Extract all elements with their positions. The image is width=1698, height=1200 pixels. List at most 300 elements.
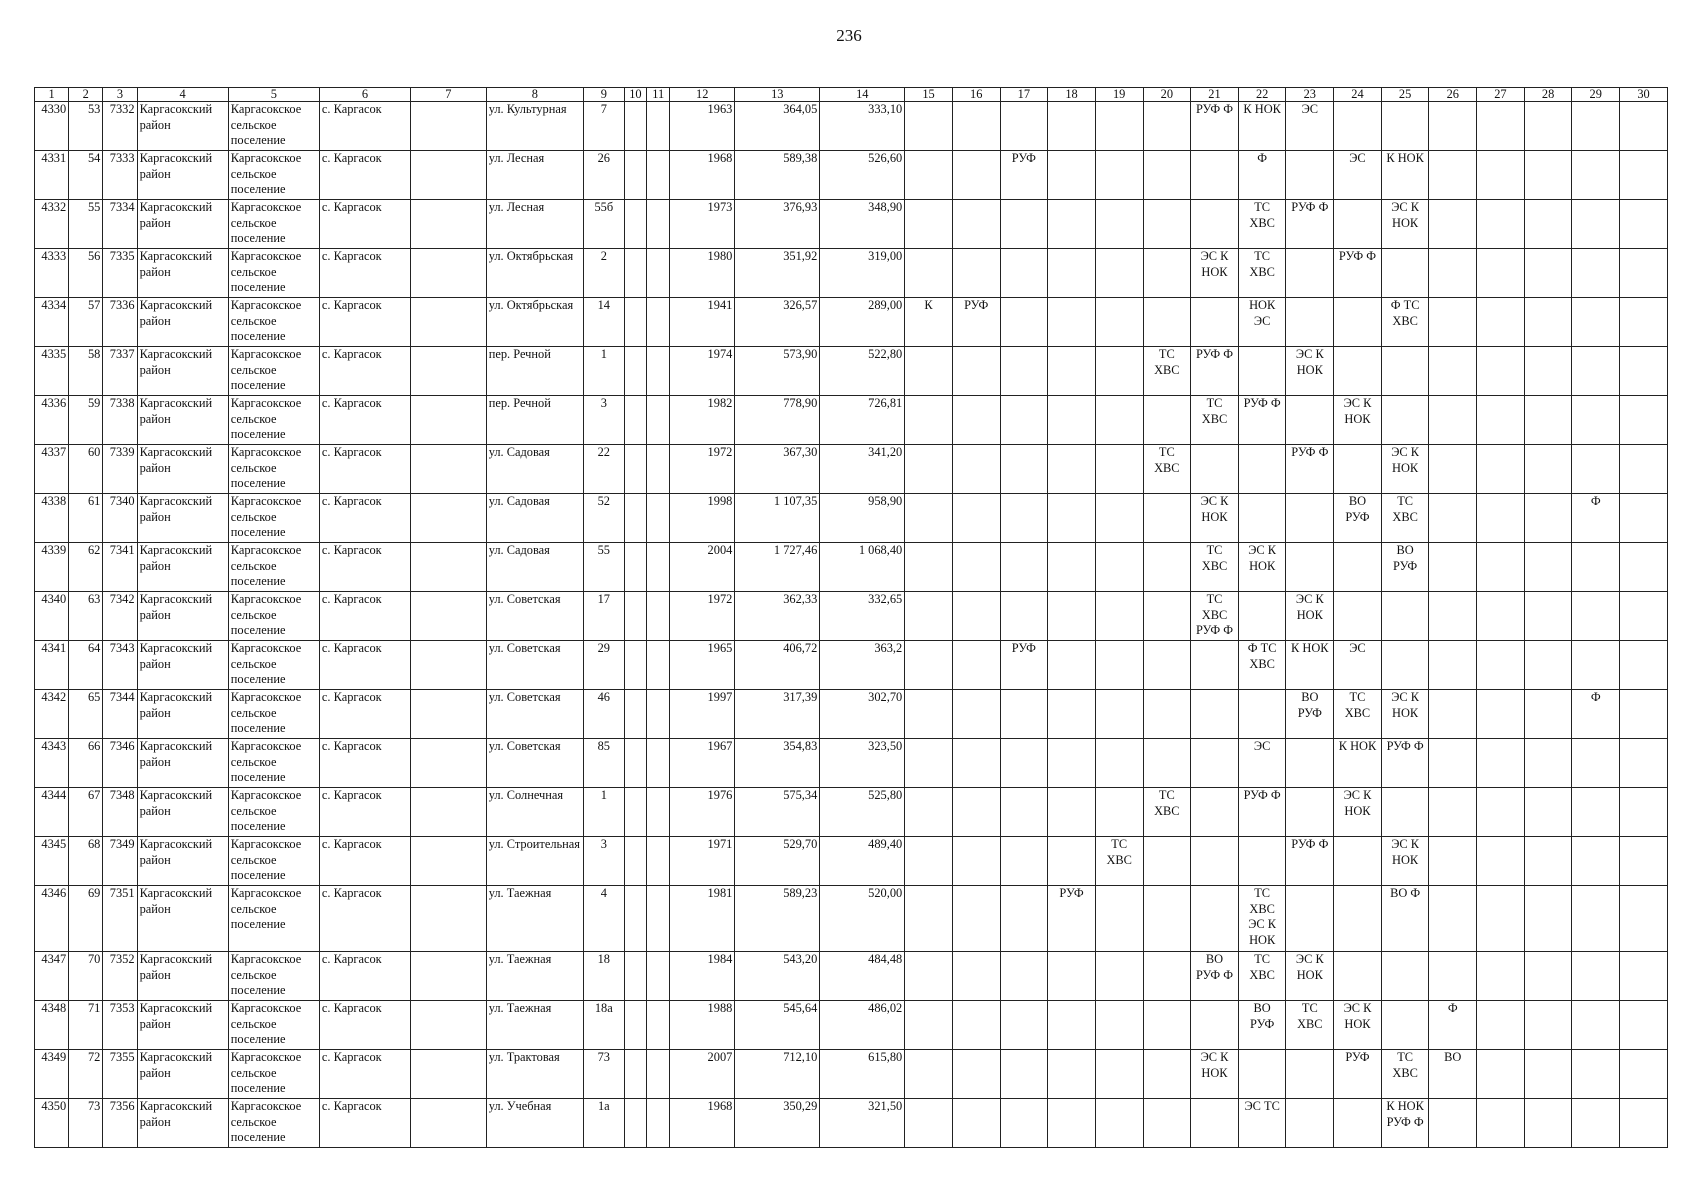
table-cell-col-12: 1980 [670,249,735,298]
table-cell-col-20 [1143,298,1191,347]
table-cell-col-14: 323,50 [820,739,905,788]
table-cell-col-12: 1976 [670,788,735,837]
table-cell-col-14: 348,90 [820,200,905,249]
table-cell-col-4: Каргасокский район [137,200,228,249]
table-cell-col-26 [1429,102,1477,151]
table-cell-col-1: 4342 [35,690,69,739]
table-cell-col-24: РУФ [1334,1050,1382,1099]
table-cell-col-6: с. Каргасок [319,641,410,690]
table-cell-col-17 [1000,200,1048,249]
table-cell-col-2: 71 [69,1001,103,1050]
table-cell-col-25: ВО РУФ [1381,543,1429,592]
table-cell-col-24: ЭС К НОК [1334,1001,1382,1050]
table-cell-col-27 [1477,298,1525,347]
table-cell-col-17 [1000,952,1048,1001]
table-cell-col-3: 7348 [103,788,137,837]
table-cell-col-2: 69 [69,886,103,952]
table-cell-col-4: Каргасокский район [137,641,228,690]
table-cell-col-26 [1429,494,1477,543]
table-cell-col-12: 1963 [670,102,735,151]
table-cell-col-17 [1000,1050,1048,1099]
table-row [35,298,1668,347]
table-cell-col-6: с. Каргасок [319,788,410,837]
table-cell-col-11 [647,1001,670,1050]
table-cell-col-7 [411,543,487,592]
table-cell-col-24 [1334,886,1382,952]
table-cell-col-5: Каргасокское сельское поселение [228,396,319,445]
table-row [35,1001,1668,1050]
table-cell-col-13: 529,70 [735,837,820,886]
table-cell-col-22: Ф ТС ХВС [1238,641,1286,690]
table-cell-col-2: 55 [69,200,103,249]
table-cell-col-25: РУФ Ф [1381,739,1429,788]
table-cell-col-2: 54 [69,151,103,200]
table-cell-col-21 [1191,739,1239,788]
table-cell-col-2: 59 [69,396,103,445]
table-cell-col-11 [647,641,670,690]
column-number-11: 11 [647,88,670,102]
table-cell-col-26 [1429,445,1477,494]
table-cell-col-23 [1286,249,1334,298]
table-cell-col-22 [1238,494,1286,543]
table-cell-col-18 [1048,543,1096,592]
table-cell-col-22: ТС ХВС [1238,249,1286,298]
table-cell-col-19 [1095,1001,1143,1050]
table-cell-col-30 [1620,641,1668,690]
table-cell-col-1: 4331 [35,151,69,200]
table-cell-col-27 [1477,837,1525,886]
table-cell-col-4: Каргасокский район [137,543,228,592]
table-cell-col-20 [1143,1099,1191,1148]
table-cell-col-30 [1620,837,1668,886]
table-cell-col-30 [1620,445,1668,494]
table-cell-col-7 [411,151,487,200]
table-cell-col-7 [411,1001,487,1050]
table-cell-col-22 [1238,445,1286,494]
table-cell-col-18 [1048,249,1096,298]
table-cell-col-21: РУФ Ф [1191,347,1239,396]
table-cell-col-24: ВО РУФ [1334,494,1382,543]
table-cell-col-8: ул. Садовая [486,543,583,592]
table-cell-col-28 [1524,445,1572,494]
table-row [35,1050,1668,1099]
table-cell-col-26: ВО [1429,1050,1477,1099]
table-cell-col-25: Ф ТС ХВС [1381,298,1429,347]
table-cell-col-30 [1620,249,1668,298]
table-cell-col-22: ЭС ТС [1238,1099,1286,1148]
table-cell-col-18 [1048,837,1096,886]
table-cell-col-12: 2004 [670,543,735,592]
table-cell-col-9: 55б [584,200,624,249]
table-cell-col-14: 1 068,40 [820,543,905,592]
table-cell-col-25 [1381,396,1429,445]
table-cell-col-7 [411,102,487,151]
table-cell-col-17 [1000,543,1048,592]
table-cell-col-13: 364,05 [735,102,820,151]
table-row [35,347,1668,396]
table-cell-col-12: 1941 [670,298,735,347]
table-cell-col-3: 7337 [103,347,137,396]
table-cell-col-24 [1334,837,1382,886]
table-cell-col-19 [1095,543,1143,592]
table-cell-col-27 [1477,1099,1525,1148]
table-cell-col-7 [411,592,487,641]
table-cell-col-11 [647,837,670,886]
table-cell-col-27 [1477,1050,1525,1099]
column-number-28: 28 [1524,88,1572,102]
table-cell-col-29 [1572,837,1620,886]
table-cell-col-29 [1572,102,1620,151]
column-number-25: 25 [1381,88,1429,102]
table-cell-col-2: 60 [69,445,103,494]
table-cell-col-3: 7356 [103,1099,137,1148]
table-cell-col-22: ВО РУФ [1238,1001,1286,1050]
table-cell-col-6: с. Каргасок [319,249,410,298]
table-cell-col-2: 65 [69,690,103,739]
table-cell-col-29 [1572,396,1620,445]
table-cell-col-16 [952,1099,1000,1148]
table-cell-col-15 [905,690,953,739]
table-cell-col-12: 1974 [670,347,735,396]
table-cell-col-7 [411,1099,487,1148]
table-cell-col-14: 333,10 [820,102,905,151]
table-cell-col-6: с. Каргасок [319,1050,410,1099]
table-cell-col-11 [647,445,670,494]
table-cell-col-24: ЭС К НОК [1334,788,1382,837]
table-cell-col-8: ул. Октябрьская [486,249,583,298]
table-cell-col-12: 1972 [670,445,735,494]
table-cell-col-20 [1143,886,1191,952]
table-cell-col-18 [1048,102,1096,151]
table-cell-col-18: РУФ [1048,886,1096,952]
table-cell-col-16 [952,592,1000,641]
table-cell-col-24 [1334,347,1382,396]
table-cell-col-14: 321,50 [820,1099,905,1148]
table-cell-col-23 [1286,298,1334,347]
table-cell-col-25: ЭС К НОК [1381,200,1429,249]
table-cell-col-20 [1143,592,1191,641]
table-cell-col-12: 2007 [670,1050,735,1099]
table-cell-col-2: 70 [69,952,103,1001]
table-cell-col-21 [1191,788,1239,837]
table-cell-col-27 [1477,445,1525,494]
table-cell-col-5: Каргасокское сельское поселение [228,592,319,641]
column-number-22: 22 [1238,88,1286,102]
table-cell-col-15 [905,739,953,788]
table-cell-col-26 [1429,249,1477,298]
table-cell-col-3: 7349 [103,837,137,886]
table-cell-col-29 [1572,739,1620,788]
table-cell-col-13: 589,38 [735,151,820,200]
table-cell-col-13: 351,92 [735,249,820,298]
table-cell-col-23: К НОК [1286,641,1334,690]
table-cell-col-2: 73 [69,1099,103,1148]
table-cell-col-2: 72 [69,1050,103,1099]
table-cell-col-24 [1334,445,1382,494]
table-row [35,151,1668,200]
table-cell-col-27 [1477,494,1525,543]
table-row [35,788,1668,837]
table-cell-col-11 [647,249,670,298]
table-cell-col-1: 4348 [35,1001,69,1050]
table-cell-col-9: 46 [584,690,624,739]
table-cell-col-8: ул. Советская [486,739,583,788]
table-cell-col-7 [411,249,487,298]
table-cell-col-21 [1191,445,1239,494]
table-cell-col-27 [1477,592,1525,641]
table-cell-col-22 [1238,1050,1286,1099]
table-cell-col-27 [1477,886,1525,952]
table-cell-col-8: ул. Садовая [486,494,583,543]
table-cell-col-20 [1143,690,1191,739]
table-cell-col-13: 1 727,46 [735,543,820,592]
page-number: 236 [836,26,862,45]
table-cell-col-28 [1524,249,1572,298]
table-row [35,249,1668,298]
table-cell-col-16 [952,494,1000,543]
table-cell-col-28 [1524,886,1572,952]
table-cell-col-16: РУФ [952,298,1000,347]
table-cell-col-3: 7338 [103,396,137,445]
table-cell-col-20 [1143,1050,1191,1099]
table-cell-col-23: РУФ Ф [1286,200,1334,249]
table-cell-col-28 [1524,641,1572,690]
table-cell-col-25 [1381,788,1429,837]
table-cell-col-15 [905,592,953,641]
table-cell-col-16 [952,445,1000,494]
table-cell-col-15 [905,886,953,952]
table-cell-col-9: 73 [584,1050,624,1099]
table-cell-col-21 [1191,200,1239,249]
table-cell-col-26 [1429,837,1477,886]
column-number-23: 23 [1286,88,1334,102]
table-cell-col-7 [411,200,487,249]
table-cell-col-15 [905,1050,953,1099]
column-number-5: 5 [228,88,319,102]
table-cell-col-17: РУФ [1000,641,1048,690]
table-cell-col-4: Каргасокский район [137,151,228,200]
table-cell-col-16 [952,641,1000,690]
table-cell-col-1: 4346 [35,886,69,952]
column-number-12: 12 [670,88,735,102]
table-cell-col-22: ЭС [1238,739,1286,788]
table-cell-col-8: ул. Таежная [486,886,583,952]
table-row [35,952,1668,1001]
table-cell-col-17 [1000,592,1048,641]
table-cell-col-9: 2 [584,249,624,298]
table-cell-col-14: 302,70 [820,690,905,739]
table-cell-col-26 [1429,886,1477,952]
table-cell-col-20 [1143,102,1191,151]
table-cell-col-13: 778,90 [735,396,820,445]
table-cell-col-30 [1620,690,1668,739]
table-cell-col-9: 18а [584,1001,624,1050]
table-cell-col-14: 489,40 [820,837,905,886]
table-cell-col-8: ул. Советская [486,690,583,739]
table-cell-col-6: с. Каргасок [319,200,410,249]
table-cell-col-8: ул. Советская [486,641,583,690]
table-cell-col-27 [1477,690,1525,739]
table-cell-col-13: 354,83 [735,739,820,788]
table-cell-col-22: Ф [1238,151,1286,200]
table-cell-col-15 [905,641,953,690]
table-cell-col-19: ТС ХВС [1095,837,1143,886]
table-cell-col-10 [624,837,647,886]
table-cell-col-16 [952,690,1000,739]
table-cell-col-1: 4343 [35,739,69,788]
table-cell-col-11 [647,396,670,445]
table-cell-col-23 [1286,543,1334,592]
table-cell-col-16 [952,837,1000,886]
table-cell-col-9: 1а [584,1099,624,1148]
table-cell-col-10 [624,886,647,952]
table-cell-col-27 [1477,1001,1525,1050]
table-cell-col-11 [647,543,670,592]
table-cell-col-25: К НОК [1381,151,1429,200]
column-number-13: 13 [735,88,820,102]
table-cell-col-11 [647,1050,670,1099]
table-cell-col-24 [1334,592,1382,641]
table-cell-col-16 [952,739,1000,788]
table-cell-col-20 [1143,952,1191,1001]
table-cell-col-14: 525,80 [820,788,905,837]
table-cell-col-3: 7340 [103,494,137,543]
table-cell-col-17 [1000,1001,1048,1050]
table-cell-col-12: 1973 [670,200,735,249]
table-cell-col-13: 362,33 [735,592,820,641]
table-cell-col-9: 26 [584,151,624,200]
table-cell-col-20 [1143,494,1191,543]
table-cell-col-11 [647,151,670,200]
table-cell-col-15 [905,200,953,249]
table-cell-col-14: 522,80 [820,347,905,396]
table-cell-col-19 [1095,102,1143,151]
table-cell-col-17 [1000,445,1048,494]
table-cell-col-28 [1524,494,1572,543]
table-cell-col-5: Каргасокское сельское поселение [228,151,319,200]
table-cell-col-24: К НОК [1334,739,1382,788]
table-row [35,886,1668,952]
table-cell-col-1: 4350 [35,1099,69,1148]
table-cell-col-21: ТС ХВС [1191,396,1239,445]
table-cell-col-11 [647,298,670,347]
table-cell-col-15 [905,543,953,592]
table-cell-col-6: с. Каргасок [319,298,410,347]
table-cell-col-26 [1429,1099,1477,1148]
table-cell-col-21 [1191,151,1239,200]
table-cell-col-29 [1572,1050,1620,1099]
table-cell-col-11 [647,200,670,249]
table-cell-col-26 [1429,396,1477,445]
column-number-24: 24 [1334,88,1382,102]
table-cell-col-17 [1000,102,1048,151]
table-cell-col-12: 1981 [670,886,735,952]
table-cell-col-18 [1048,298,1096,347]
table-cell-col-30 [1620,200,1668,249]
table-cell-col-23: ЭС К НОК [1286,347,1334,396]
table-cell-col-3: 7353 [103,1001,137,1050]
table-cell-col-11 [647,592,670,641]
table-row [35,739,1668,788]
table-cell-col-21 [1191,1099,1239,1148]
table-cell-col-7 [411,641,487,690]
table-cell-col-4: Каргасокский район [137,886,228,952]
table-cell-col-4: Каргасокский район [137,494,228,543]
table-cell-col-23 [1286,151,1334,200]
table-cell-col-5: Каргасокское сельское поселение [228,690,319,739]
table-cell-col-11 [647,494,670,543]
table-cell-col-22 [1238,837,1286,886]
table-cell-col-11 [647,739,670,788]
table-cell-col-10 [624,396,647,445]
table-cell-col-22: ТС ХВС ЭС К НОК [1238,886,1286,952]
table-cell-col-24: РУФ Ф [1334,249,1382,298]
table-cell-col-10 [624,788,647,837]
table-cell-col-8: ул. Трактовая [486,1050,583,1099]
table-cell-col-4: Каргасокский район [137,788,228,837]
table-cell-col-10 [624,200,647,249]
table-cell-col-5: Каргасокское сельское поселение [228,1001,319,1050]
table-cell-col-3: 7333 [103,151,137,200]
column-number-16: 16 [952,88,1000,102]
table-cell-col-27 [1477,543,1525,592]
table-cell-col-8: пер. Речной [486,396,583,445]
table-cell-col-19 [1095,200,1143,249]
table-row [35,396,1668,445]
table-cell-col-6: с. Каргасок [319,396,410,445]
table-cell-col-1: 4344 [35,788,69,837]
table-cell-col-30 [1620,396,1668,445]
table-cell-col-23 [1286,739,1334,788]
table-cell-col-10 [624,1050,647,1099]
table-cell-col-4: Каргасокский район [137,396,228,445]
table-cell-col-26 [1429,592,1477,641]
table-cell-col-21 [1191,837,1239,886]
table-cell-col-27 [1477,151,1525,200]
table-cell-col-5: Каргасокское сельское поселение [228,788,319,837]
table-row [35,543,1668,592]
table-cell-col-5: Каргасокское сельское поселение [228,347,319,396]
table-cell-col-24 [1334,102,1382,151]
table-cell-col-8: ул. Лесная [486,151,583,200]
table-cell-col-10 [624,739,647,788]
table-cell-col-13: 317,39 [735,690,820,739]
table-cell-col-23: ВО РУФ [1286,690,1334,739]
table-cell-col-13: 350,29 [735,1099,820,1148]
table-cell-col-6: с. Каргасок [319,102,410,151]
table-cell-col-4: Каргасокский район [137,1099,228,1148]
table-cell-col-8: ул. Строительная [486,837,583,886]
table-cell-col-6: с. Каргасок [319,739,410,788]
table-cell-col-13: 406,72 [735,641,820,690]
table-cell-col-16 [952,1050,1000,1099]
table-cell-col-21: ЭС К НОК [1191,1050,1239,1099]
table-cell-col-26 [1429,788,1477,837]
table-cell-col-8: ул. Солнечная [486,788,583,837]
table-cell-col-23: ТС ХВС [1286,1001,1334,1050]
table-cell-col-1: 4333 [35,249,69,298]
table-cell-col-3: 7332 [103,102,137,151]
table-cell-col-6: с. Каргасок [319,952,410,1001]
table-cell-col-15 [905,952,953,1001]
table-cell-col-14: 332,65 [820,592,905,641]
table-cell-col-19 [1095,739,1143,788]
table-cell-col-2: 61 [69,494,103,543]
table-cell-col-27 [1477,641,1525,690]
table-cell-col-27 [1477,788,1525,837]
table-cell-col-15 [905,249,953,298]
table-cell-col-9: 17 [584,592,624,641]
